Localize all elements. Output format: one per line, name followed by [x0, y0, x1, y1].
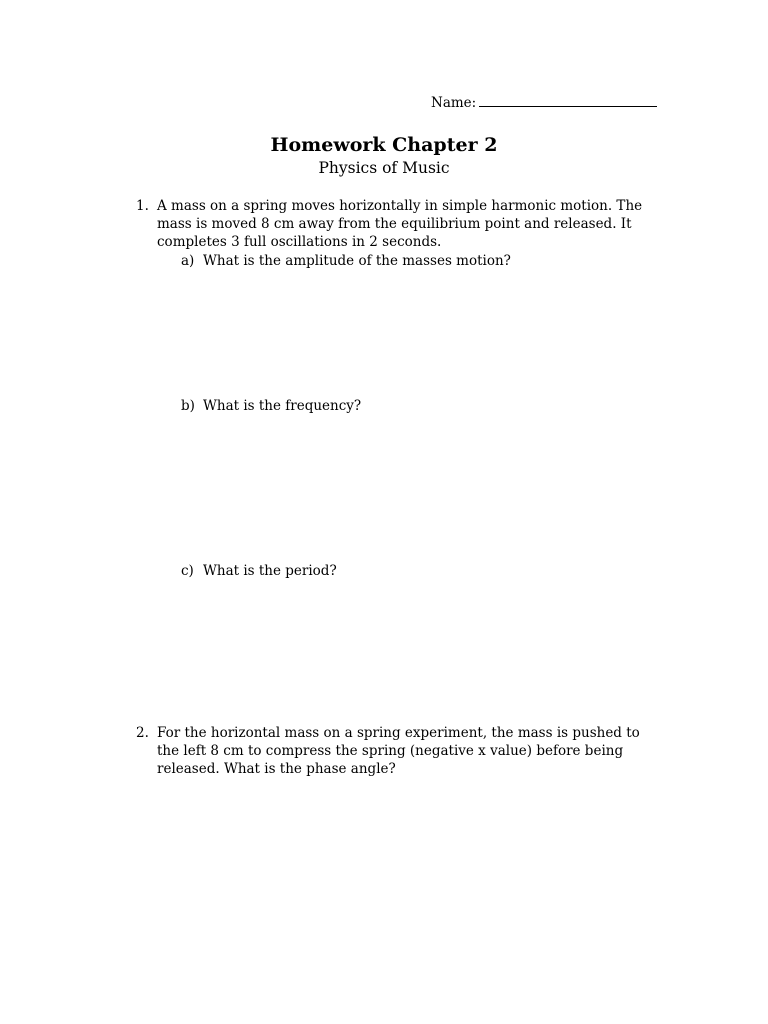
- name-label: Name:: [431, 95, 477, 111]
- question-1-text: A mass on a spring moves horizontally in simple harmonic motion. The mass is moved 8 cm away from the equilibrium point and released. It completes 3 full oscillations in 2 seconds.: [157, 198, 643, 251]
- name-blank-line: [479, 93, 657, 107]
- page-subtitle: Physics of Music: [318, 159, 450, 177]
- question-1c-text: What is the period?: [203, 563, 337, 579]
- question-1c-letter: c): [181, 563, 194, 579]
- question-2-number: 2.: [136, 725, 149, 741]
- question-1b-text: What is the frequency?: [203, 398, 362, 414]
- question-1a-text: What is the amplitude of the masses motion?: [203, 253, 511, 269]
- name-field: [431, 93, 657, 112]
- question-1a-letter: a): [181, 253, 195, 269]
- page-title: Homework Chapter 2: [270, 134, 498, 156]
- question-1-number: 1.: [136, 198, 149, 214]
- question-1b-letter: b): [181, 398, 195, 414]
- question-2-text: For the horizontal mass on a spring experiment, the mass is pushed to the left 8 cm to compress the spring (negative x value) before being released. What is the phase angle?: [157, 725, 640, 778]
